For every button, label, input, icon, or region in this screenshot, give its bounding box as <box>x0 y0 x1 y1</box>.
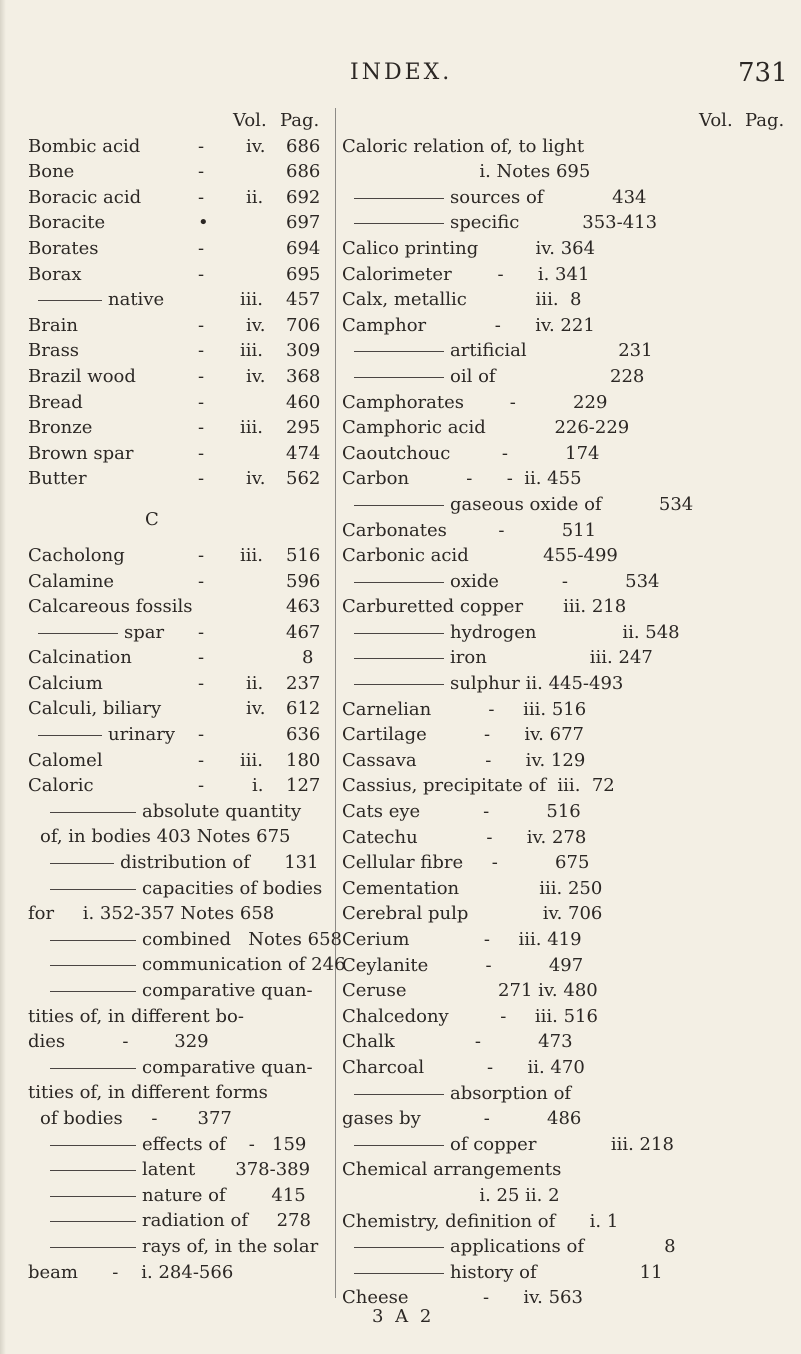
index-entry <box>342 1029 762 1055</box>
sub-entry-text: rays of, in the solar <box>142 1235 319 1257</box>
entry-text: Cerebral pulp iv. 706 <box>342 903 603 925</box>
entry-label: Calculi, biliary <box>28 698 162 720</box>
index-entry <box>342 773 762 799</box>
entry-text: gases by - 486 <box>342 1108 582 1130</box>
entry-volume: iii. <box>240 340 263 362</box>
vol-heading: Vol. <box>699 110 733 131</box>
entry-page: 694 <box>286 237 321 259</box>
index-entry <box>342 543 762 569</box>
ditto-rule <box>354 198 444 199</box>
sub-entry <box>28 1260 332 1286</box>
page-number: 731 <box>738 58 788 88</box>
index-entry <box>28 390 332 416</box>
index-entry <box>342 876 762 902</box>
index-entry <box>342 978 762 1004</box>
entry-page: 636 <box>286 724 321 746</box>
entry-volume: iv. <box>246 365 266 387</box>
ditto-rule <box>354 1145 444 1146</box>
entry-text: Ceylanite - 497 <box>342 954 584 976</box>
entry-text: history of 11 <box>450 1261 663 1283</box>
index-entry <box>342 1106 762 1132</box>
leader-mark: - <box>198 468 205 490</box>
entry-text: Cassava - iv. 129 <box>342 749 586 771</box>
entry-volume: ii. <box>246 186 264 208</box>
entry-text: gaseous oxide of 534 <box>450 493 694 515</box>
entry-label: Calcium <box>28 672 103 694</box>
entry-text: hydrogen ii. 548 <box>450 621 680 643</box>
entry-label: Butter <box>28 468 87 490</box>
entry-label: Borax <box>28 263 82 285</box>
leader-mark: - <box>198 775 205 797</box>
sub-entry-text: of bodies - 377 <box>40 1107 232 1129</box>
sub-entry-text: nature of 415 <box>142 1184 306 1206</box>
entry-text: Carbon - - ii. 455 <box>342 468 582 490</box>
ditto-rule <box>50 863 114 864</box>
entry-text: Chemical arrangements <box>342 1159 562 1181</box>
index-entry <box>28 134 332 160</box>
entry-text: Catechu - iv. 278 <box>342 826 587 848</box>
index-entry <box>342 159 762 185</box>
entry-volume: iii. <box>240 417 263 439</box>
sub-entry <box>28 1004 332 1030</box>
index-entry <box>342 1055 762 1081</box>
index-entry <box>342 518 762 544</box>
entry-text: Cheese - iv. 563 <box>342 1287 583 1309</box>
index-entry <box>28 236 332 262</box>
entry-text: Carnelian - iii. 516 <box>342 698 587 720</box>
entry-page: 457 <box>286 289 321 311</box>
index-entry <box>28 645 332 671</box>
entry-volume: ii. <box>246 672 264 694</box>
ditto-rule <box>50 965 136 966</box>
leader-mark: - <box>198 314 205 336</box>
index-entry <box>28 415 332 441</box>
index-entry <box>28 313 332 339</box>
entry-page: 237 <box>286 672 321 694</box>
leader-mark: - <box>198 724 205 746</box>
index-entry <box>342 748 762 774</box>
ditto-rule <box>354 582 444 583</box>
index-entry <box>28 569 332 595</box>
section-letter <box>28 492 332 543</box>
entry-text: Camphor - iv. 221 <box>342 314 595 336</box>
entry-text: Charcoal - ii. 470 <box>342 1056 585 1078</box>
entry-page: 467 <box>286 621 321 643</box>
ditto-rule <box>354 505 444 506</box>
ditto-rule <box>354 1094 444 1095</box>
index-entry <box>342 338 762 364</box>
sub-entry <box>28 952 346 978</box>
entry-text: sulphur ii. 445-493 <box>450 673 624 695</box>
pag-heading: Pag. <box>745 110 785 131</box>
right-column <box>342 108 785 1311</box>
leader-mark: - <box>198 365 205 387</box>
ditto-rule <box>50 1196 136 1197</box>
ditto-rule <box>38 300 102 301</box>
sub-entry-text: communication of 246 <box>142 954 346 976</box>
sub-entry <box>28 876 332 902</box>
entry-text: Chalcedony - iii. 516 <box>342 1005 598 1027</box>
index-entry <box>342 262 762 288</box>
entry-label: Calcination <box>28 647 132 669</box>
entry-label: Calomel <box>28 749 103 771</box>
entry-label: Brain <box>28 314 78 336</box>
index-entry <box>342 901 762 927</box>
sub-entry-text: combined Notes 658 <box>142 928 342 950</box>
entry-label: Bone <box>28 161 75 183</box>
entry-page: 368 <box>286 365 321 387</box>
leader-mark: - <box>198 544 205 566</box>
ditto-rule <box>354 633 444 634</box>
index-entry <box>342 492 762 518</box>
entry-label: spar <box>124 621 165 643</box>
index-entry <box>28 441 332 467</box>
entry-volume: iv. <box>246 314 266 336</box>
entry-page: 460 <box>286 391 321 413</box>
entry-text: Caoutchouc - 174 <box>342 442 600 464</box>
entry-page: 463 <box>286 596 321 618</box>
entry-volume: iv. <box>246 468 266 490</box>
leader-mark: - <box>198 417 205 439</box>
entry-label: Calamine <box>28 570 115 592</box>
entry-page: 697 <box>286 212 321 234</box>
sub-entry-text: dies - 329 <box>28 1031 209 1053</box>
index-entry <box>342 1183 762 1209</box>
entry-text: Cats eye - 516 <box>342 801 581 823</box>
sub-entry-text: tities of, in different forms <box>28 1082 268 1104</box>
index-entry <box>28 671 332 697</box>
index-entry <box>342 210 762 236</box>
sub-entry <box>28 1208 332 1234</box>
entry-text: Carbonic acid 455-499 <box>342 545 618 567</box>
leader-mark: - <box>198 340 205 362</box>
entry-label: Calcareous fossils <box>28 596 193 618</box>
leader-mark: - <box>198 237 205 259</box>
sub-entry <box>28 850 332 876</box>
entry-text: Calorimeter - i. 341 <box>342 263 590 285</box>
sub-entry <box>28 799 332 825</box>
index-entry <box>28 210 332 236</box>
sub-entry <box>28 927 342 953</box>
index-entry <box>342 645 762 671</box>
entry-label: Brown spar <box>28 442 134 464</box>
index-entry <box>28 338 332 364</box>
entry-page: 706 <box>286 314 321 336</box>
index-entry <box>342 569 762 595</box>
index-entry <box>342 927 762 953</box>
entry-text: Cementation iii. 250 <box>342 877 603 899</box>
entry-text: Caloric relation of, to light <box>342 135 585 157</box>
sub-entry-text: radiation of 278 <box>142 1210 311 1232</box>
index-entry <box>342 1209 762 1235</box>
index-entry <box>342 697 762 723</box>
leader-mark: - <box>198 621 205 643</box>
entry-text: i. Notes 695 <box>342 161 591 183</box>
entry-page: 474 <box>286 442 321 464</box>
sub-entry-text: absolute quantity <box>142 800 302 822</box>
ditto-rule <box>50 889 136 890</box>
sub-entry-text: capacities of bodies <box>142 877 323 899</box>
ditto-rule <box>354 223 444 224</box>
entry-page: 180 <box>286 749 321 771</box>
index-entry <box>342 620 762 646</box>
index-entry <box>342 594 762 620</box>
entry-page: 596 <box>286 570 321 592</box>
entry-label: Bronze <box>28 417 93 439</box>
leader-mark: - <box>198 391 205 413</box>
ditto-rule <box>354 1273 444 1274</box>
sub-entry <box>28 978 332 1004</box>
entry-text: oil of 228 <box>450 365 645 387</box>
ditto-rule <box>38 735 102 736</box>
sub-entry <box>28 1080 332 1106</box>
entry-label: Caloric <box>28 775 94 797</box>
sub-entry <box>28 1157 332 1183</box>
index-entry <box>28 466 332 492</box>
sub-entry <box>28 1183 332 1209</box>
sub-entry <box>28 1132 332 1158</box>
leader-mark: - <box>198 161 205 183</box>
entry-page: 686 <box>286 135 321 157</box>
index-entry <box>342 850 762 876</box>
entry-text: Chalk - 473 <box>342 1031 573 1053</box>
index-entry <box>342 1081 762 1107</box>
entry-label: Cacholong <box>28 544 125 566</box>
entry-label: Borates <box>28 237 99 259</box>
entry-text: Cerium - iii. 419 <box>342 929 582 950</box>
leader-mark: - <box>198 263 205 285</box>
entry-text: applications of 8 <box>450 1236 676 1258</box>
section-letter-text: C <box>145 508 159 530</box>
entry-volume: iv. <box>246 698 266 720</box>
entry-text: Camphorates - 229 <box>342 391 608 413</box>
index-entry <box>28 543 332 569</box>
right-column-heading <box>342 108 785 134</box>
running-title: INDEX. <box>350 60 453 85</box>
entry-text: i. 25 ii. 2 <box>342 1184 560 1206</box>
entry-page: 612 <box>286 698 321 720</box>
leader-mark: • <box>198 212 209 234</box>
index-entry <box>28 287 332 313</box>
index-entry <box>342 364 762 390</box>
entry-text: Calx, metallic iii. 8 <box>342 289 582 311</box>
index-entry <box>342 313 762 339</box>
entry-text: Camphoric acid 226-229 <box>342 417 630 439</box>
entry-text: absorption of <box>450 1082 572 1104</box>
index-entry <box>342 287 762 313</box>
entry-page: 309 <box>286 340 321 362</box>
entry-text: Cartilage - iv. 677 <box>342 724 584 746</box>
index-entry <box>342 390 762 416</box>
sub-entry-text: comparative quan- <box>142 980 313 1001</box>
entry-text: of copper iii. 218 <box>450 1133 674 1155</box>
entry-label: Brass <box>28 340 80 362</box>
entry-text: Cellular fibre - 675 <box>342 852 590 874</box>
entry-text: iron iii. 247 <box>450 647 653 669</box>
entry-text: Carburetted copper iii. 218 <box>342 596 627 618</box>
index-entry <box>342 722 762 748</box>
ditto-rule <box>354 684 444 685</box>
page-header <box>0 60 801 100</box>
index-entry <box>28 159 332 185</box>
vol-heading: Vol. <box>233 110 267 131</box>
index-entry <box>342 236 762 262</box>
index-entry <box>342 825 762 851</box>
leader-mark: - <box>198 186 205 208</box>
entry-page: 295 <box>286 417 321 439</box>
index-entry <box>342 1234 762 1260</box>
ditto-rule <box>50 812 136 813</box>
index-entry <box>28 185 332 211</box>
entry-label: Brazil wood <box>28 365 136 387</box>
index-entry <box>342 799 762 825</box>
sub-entry-text: for i. 352-357 Notes 658 <box>28 903 275 925</box>
index-entry <box>342 671 762 697</box>
left-column-heading <box>28 108 332 134</box>
entry-volume: iii. <box>240 749 263 771</box>
entry-text: Carbonates - 511 <box>342 519 597 541</box>
leader-mark: - <box>198 647 205 669</box>
signature-mark: 3 A 2 <box>372 1306 435 1327</box>
leader-mark: - <box>198 570 205 592</box>
index-entry <box>28 620 332 646</box>
entry-text: Ceruse 271 iv. 480 <box>342 980 598 1002</box>
index-entry <box>28 773 332 799</box>
sub-entry <box>28 824 332 850</box>
entry-page: 695 <box>286 263 321 285</box>
leader-mark: - <box>198 749 205 771</box>
entry-text: artificial 231 <box>450 340 653 362</box>
entry-page: 127 <box>286 775 321 797</box>
ditto-rule <box>50 1068 136 1069</box>
entry-label: Bread <box>28 391 83 413</box>
sub-entry <box>28 901 332 927</box>
entry-text: Calico printing iv. 364 <box>342 237 596 259</box>
left-column <box>28 108 346 1285</box>
sub-entry <box>28 1106 332 1132</box>
entry-label: Boracite <box>28 212 106 234</box>
ditto-rule <box>354 1247 444 1248</box>
sub-entry-text: beam - i. 284-566 <box>28 1261 234 1283</box>
ditto-rule <box>354 658 444 659</box>
entry-page: 692 <box>286 186 321 208</box>
index-entry <box>28 696 332 722</box>
index-entry <box>342 1132 762 1158</box>
index-entry <box>28 262 332 288</box>
ditto-rule <box>50 1170 136 1171</box>
ditto-rule <box>50 991 136 992</box>
index-entry <box>342 415 762 441</box>
index-entry <box>28 594 332 620</box>
entry-text: Cassius, precipitate of iii. 72 <box>342 775 615 797</box>
index-entry <box>342 441 762 467</box>
index-entry <box>342 1157 762 1183</box>
index-entry <box>342 185 762 211</box>
ditto-rule <box>354 377 444 378</box>
ditto-rule <box>354 351 444 352</box>
entry-volume: i. <box>252 775 264 797</box>
entry-page: 516 <box>286 544 321 566</box>
entry-text: Chemistry, definition of i. 1 <box>342 1210 619 1232</box>
index-entry <box>342 1260 762 1286</box>
entry-label: Boracic acid <box>28 186 142 208</box>
index-entry <box>342 466 762 492</box>
sub-entry-text: distribution of 131 <box>120 852 319 874</box>
sub-entry-text: latent 378-389 <box>142 1159 311 1181</box>
index-entry <box>342 134 762 160</box>
sub-entry <box>28 1029 332 1055</box>
entry-label: native <box>108 289 165 311</box>
sub-entry <box>28 1055 332 1081</box>
leader-mark: - <box>198 442 205 464</box>
entry-label: urinary <box>108 724 176 746</box>
entry-text: oxide - 534 <box>450 570 660 592</box>
sub-entry-text: effects of - 159 <box>142 1133 307 1155</box>
entry-volume: iv. <box>246 135 266 157</box>
page-edge-shadow <box>0 0 6 1354</box>
leader-mark: - <box>198 135 205 157</box>
index-entry <box>342 1004 762 1030</box>
sub-entry-text: comparative quan- <box>142 1056 313 1078</box>
ditto-rule <box>38 633 118 634</box>
index-entry <box>342 953 762 979</box>
index-entry <box>28 364 332 390</box>
entry-text: specific 353-413 <box>450 212 658 234</box>
entry-label: Bombic acid <box>28 135 141 157</box>
sub-entry-text: of, in bodies 403 Notes 675 <box>40 826 291 848</box>
column-divider <box>335 108 336 1298</box>
ditto-rule <box>50 940 136 941</box>
ditto-rule <box>50 1221 136 1222</box>
entry-page: 686 <box>286 161 321 183</box>
entry-text: sources of 434 <box>450 186 647 208</box>
entry-page: 562 <box>286 468 321 490</box>
sub-entry <box>28 1234 332 1260</box>
entry-volume: iii. <box>240 544 263 566</box>
pag-heading: Pag. <box>280 110 320 131</box>
index-entry <box>28 748 332 774</box>
entry-page: 8 <box>302 647 314 669</box>
ditto-rule <box>50 1145 136 1146</box>
leader-mark: - <box>198 672 205 694</box>
ditto-rule <box>50 1247 136 1248</box>
index-entry <box>28 722 332 748</box>
entry-volume: iii. <box>240 289 263 311</box>
sub-entry-text: tities of, in different bo- <box>28 1005 244 1027</box>
